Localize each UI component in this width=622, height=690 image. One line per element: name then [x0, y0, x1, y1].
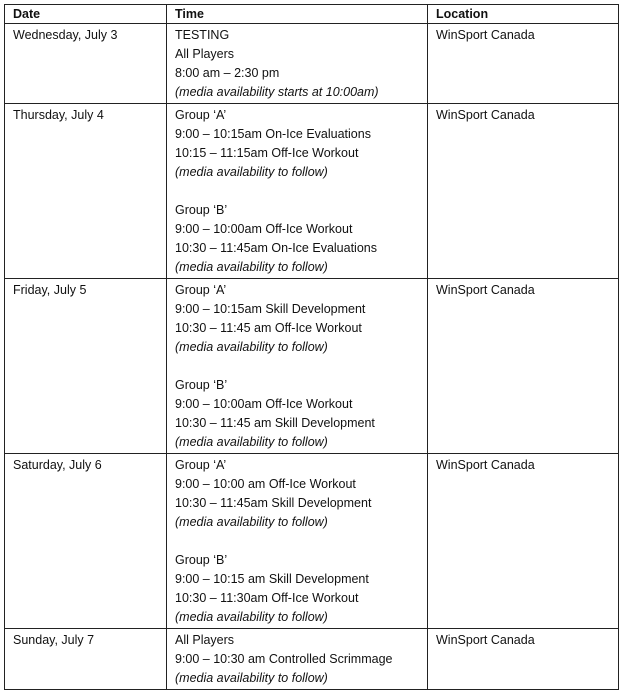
time-cell: [167, 629, 428, 690]
schedule-line: 10:30 – 11:45 am Skill Development: [175, 416, 375, 430]
schedule-line: 10:30 – 11:45am Skill Development: [175, 496, 372, 510]
schedule-line: TESTING: [175, 28, 230, 42]
schedule-line: Group ‘A’: [175, 283, 227, 297]
block-spacer: [175, 357, 427, 376]
schedule-line: 9:00 – 10:15am Skill Development: [175, 302, 366, 316]
location-cell: WinSport Canada: [428, 24, 619, 104]
location-cell: WinSport Canada: [428, 104, 619, 279]
media-note: (media availability to follow): [175, 260, 328, 274]
location-cell: WinSport Canada: [428, 279, 619, 454]
schedule-line: 9:00 – 10:15 am Skill Development: [175, 572, 369, 586]
time-cell: [167, 454, 428, 629]
header-date: Date: [5, 5, 167, 24]
schedule-line: 9:00 – 10:00am Off-Ice Workout: [175, 397, 353, 411]
header-time: Time: [167, 5, 428, 24]
media-note: (media availability to follow): [175, 515, 328, 529]
time-cell: [167, 24, 428, 104]
schedule-table: [4, 4, 619, 690]
schedule-line: 9:00 – 10:30 am Controlled Scrimmage: [175, 652, 393, 666]
schedule-line: 9:00 – 10:15am On-Ice Evaluations: [175, 127, 371, 141]
media-note: (media availability to follow): [175, 340, 328, 354]
table-row: [5, 279, 619, 454]
schedule-line: 9:00 – 10:00 am Off-Ice Workout: [175, 477, 356, 491]
schedule-line: Group ‘B’: [175, 553, 228, 567]
schedule-line: 10:15 – 11:15am Off-Ice Workout: [175, 146, 359, 160]
block-spacer: [175, 532, 427, 551]
schedule-line: Group ‘B’: [175, 203, 228, 217]
schedule-line: 10:30 – 11:45am On-Ice Evaluations: [175, 241, 377, 255]
table-row: [5, 454, 619, 629]
media-note: (media availability starts at 10:00am): [175, 85, 379, 99]
table-row: [5, 104, 619, 279]
media-note: (media availability to follow): [175, 165, 328, 179]
location-cell: WinSport Canada: [428, 454, 619, 629]
header-location: Location: [428, 5, 619, 24]
schedule-line: 9:00 – 10:00am Off-Ice Workout: [175, 222, 353, 236]
header-row: [5, 5, 619, 24]
schedule-line: Group ‘A’: [175, 458, 227, 472]
time-cell: [167, 279, 428, 454]
schedule-line: Group ‘B’: [175, 378, 228, 392]
schedule-body: [5, 24, 619, 690]
schedule-line: All Players: [175, 633, 235, 647]
schedule-line: 8:00 am – 2:30 pm: [175, 66, 280, 80]
location-cell: WinSport Canada: [428, 629, 619, 690]
media-note: (media availability to follow): [175, 610, 328, 624]
date-cell: Wednesday, July 3: [5, 24, 167, 104]
time-cell: [167, 104, 428, 279]
table-row: [5, 629, 619, 690]
date-cell: Friday, July 5: [5, 279, 167, 454]
schedule-line: 10:30 – 11:45 am Off-Ice Workout: [175, 321, 362, 335]
date-cell: Sunday, July 7: [5, 629, 167, 690]
media-note: (media availability to follow): [175, 435, 328, 449]
media-note: (media availability to follow): [175, 671, 328, 685]
schedule-line: 10:30 – 11:30am Off-Ice Workout: [175, 591, 359, 605]
block-spacer: [175, 182, 427, 201]
date-cell: Thursday, July 4: [5, 104, 167, 279]
schedule-line: All Players: [175, 47, 235, 61]
date-cell: Saturday, July 6: [5, 454, 167, 629]
schedule-line: Group ‘A’: [175, 108, 227, 122]
table-row: [5, 24, 619, 104]
